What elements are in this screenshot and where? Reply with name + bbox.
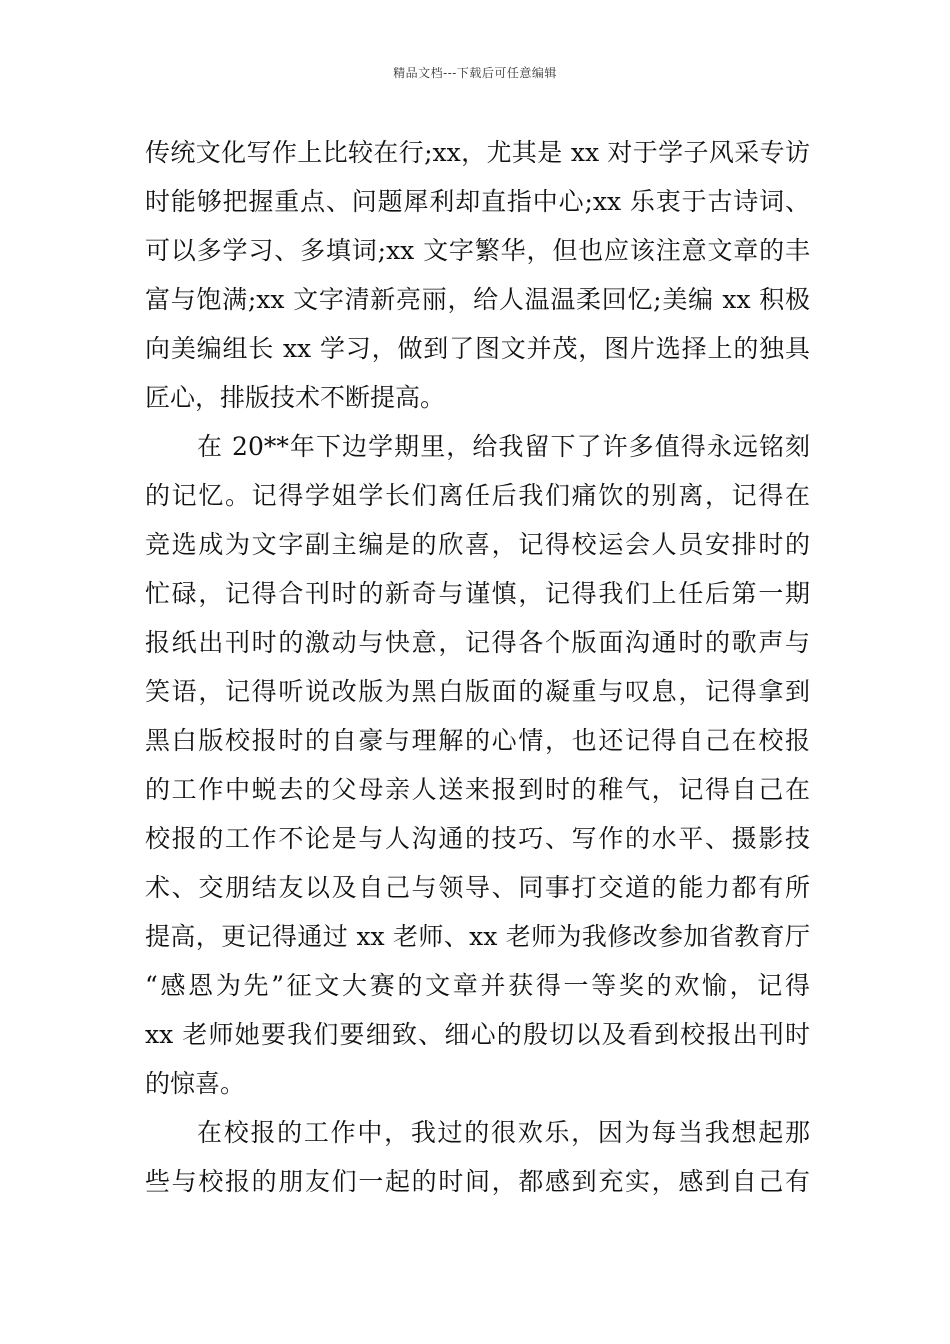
text-line: 提高，更记得通过 xx 老师、xx 老师为我修改参加省教育厅 (145, 922, 810, 951)
text-line: “感恩为先”征文大赛的文章并获得一等奖的欢愉，记得 (145, 971, 810, 1000)
text-line: 竞选成为文字副主编是的欣喜，记得校运会人员安排时的 (145, 530, 810, 559)
text-line: 笑语，记得听说改版为黑白版面的凝重与叹息，记得拿到 (145, 677, 810, 706)
text-line: 在 20**年下边学期里，给我留下了许多值得永远铭刻 (197, 432, 810, 461)
text-line: 校报的工作不论是与人沟通的技巧、写作的水平、摄影技 (145, 824, 810, 853)
text-line: 向美编组长 xx 学习，做到了图文并茂，图片选择上的独具 (145, 334, 810, 363)
text-line: 的惊喜。 (145, 1069, 246, 1098)
paragraph-1 (145, 128, 810, 422)
text-line: 可以多学习、多填词;xx 文字繁华，但也应该注意文章的丰 (145, 236, 810, 265)
paragraph-3 (145, 1108, 810, 1206)
text-line: 匠心，排版技术不断提高。 (145, 383, 446, 412)
text-line: 富与饱满;xx 文字清新亮丽，给人温温柔回忆;美编 xx 积极 (145, 285, 810, 314)
text-line: 时能够把握重点、问题犀利却直指中心;xx 乐衷于古诗词、 (145, 187, 810, 216)
text-line: 的工作中蜕去的父母亲人送来报到时的稚气，记得自己在 (145, 775, 810, 804)
text-line: 传统文化写作上比较在行;xx，尤其是 xx 对于学子风采专访 (145, 138, 810, 167)
text-line: xx 老师她要我们要细致、细心的殷切以及看到校报出刊时 (145, 1020, 810, 1049)
text-line: 忙碌，记得合刊时的新奇与谨慎，记得我们上任后第一期 (145, 579, 810, 608)
text-line: 黑白版校报时的自豪与理解的心情，也还记得自己在校报 (145, 726, 810, 755)
text-line: 报纸出刊时的激动与快意，记得各个版面沟通时的歌声与 (145, 628, 810, 657)
text-line: 些与校报的朋友们一起的时间，都感到充实，感到自己有 (145, 1167, 810, 1196)
paragraph-2 (145, 422, 810, 1108)
text-line: 术、交朋结友以及自己与领导、同事打交道的能力都有所 (145, 873, 810, 902)
text-line: 在校报的工作中，我过的很欢乐，因为每当我想起那 (197, 1118, 810, 1147)
document-body (145, 128, 810, 1206)
page-header: 精品文档---下载后可任意编辑 (393, 66, 557, 80)
text-line: 的记忆。记得学姐学长们离任后我们痛饮的别离，记得在 (145, 481, 810, 510)
